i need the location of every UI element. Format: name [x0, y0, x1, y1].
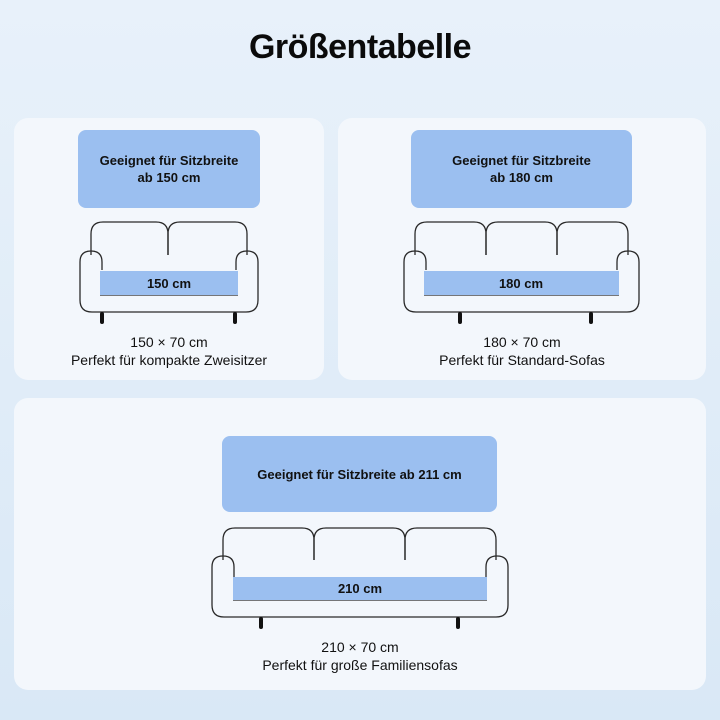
dimensions-text: 150 × 70 cm [130, 334, 208, 350]
description-text: Perfekt für große Familiensofas [262, 657, 458, 673]
seat-width-label: 210 cm [337, 581, 383, 596]
badge-text-line-1: Geeignet für Sitzbreite ab 211 cm [257, 466, 462, 482]
description-text: Perfekt für Standard-Sofas [439, 352, 605, 368]
badge-text-line-2: ab 150 cm [137, 170, 201, 185]
description-text: Perfekt für kompakte Zweisitzer [70, 352, 268, 368]
badge-text-line-1: Geeignet für Sitzbreite [99, 153, 239, 168]
page-title: Größentabelle [248, 28, 472, 66]
size-caption-210 [14, 638, 706, 674]
dimensions-text: 180 × 70 cm [483, 334, 561, 350]
seat-width-label: 180 cm [498, 276, 544, 291]
seat-width-label: 150 cm [146, 276, 192, 291]
badge-text-line-1: Geeignet für Sitzbreite [452, 153, 591, 168]
dimensions-text: 210 × 70 cm [321, 639, 399, 655]
badge-text-line-2: ab 180 cm [490, 170, 553, 185]
